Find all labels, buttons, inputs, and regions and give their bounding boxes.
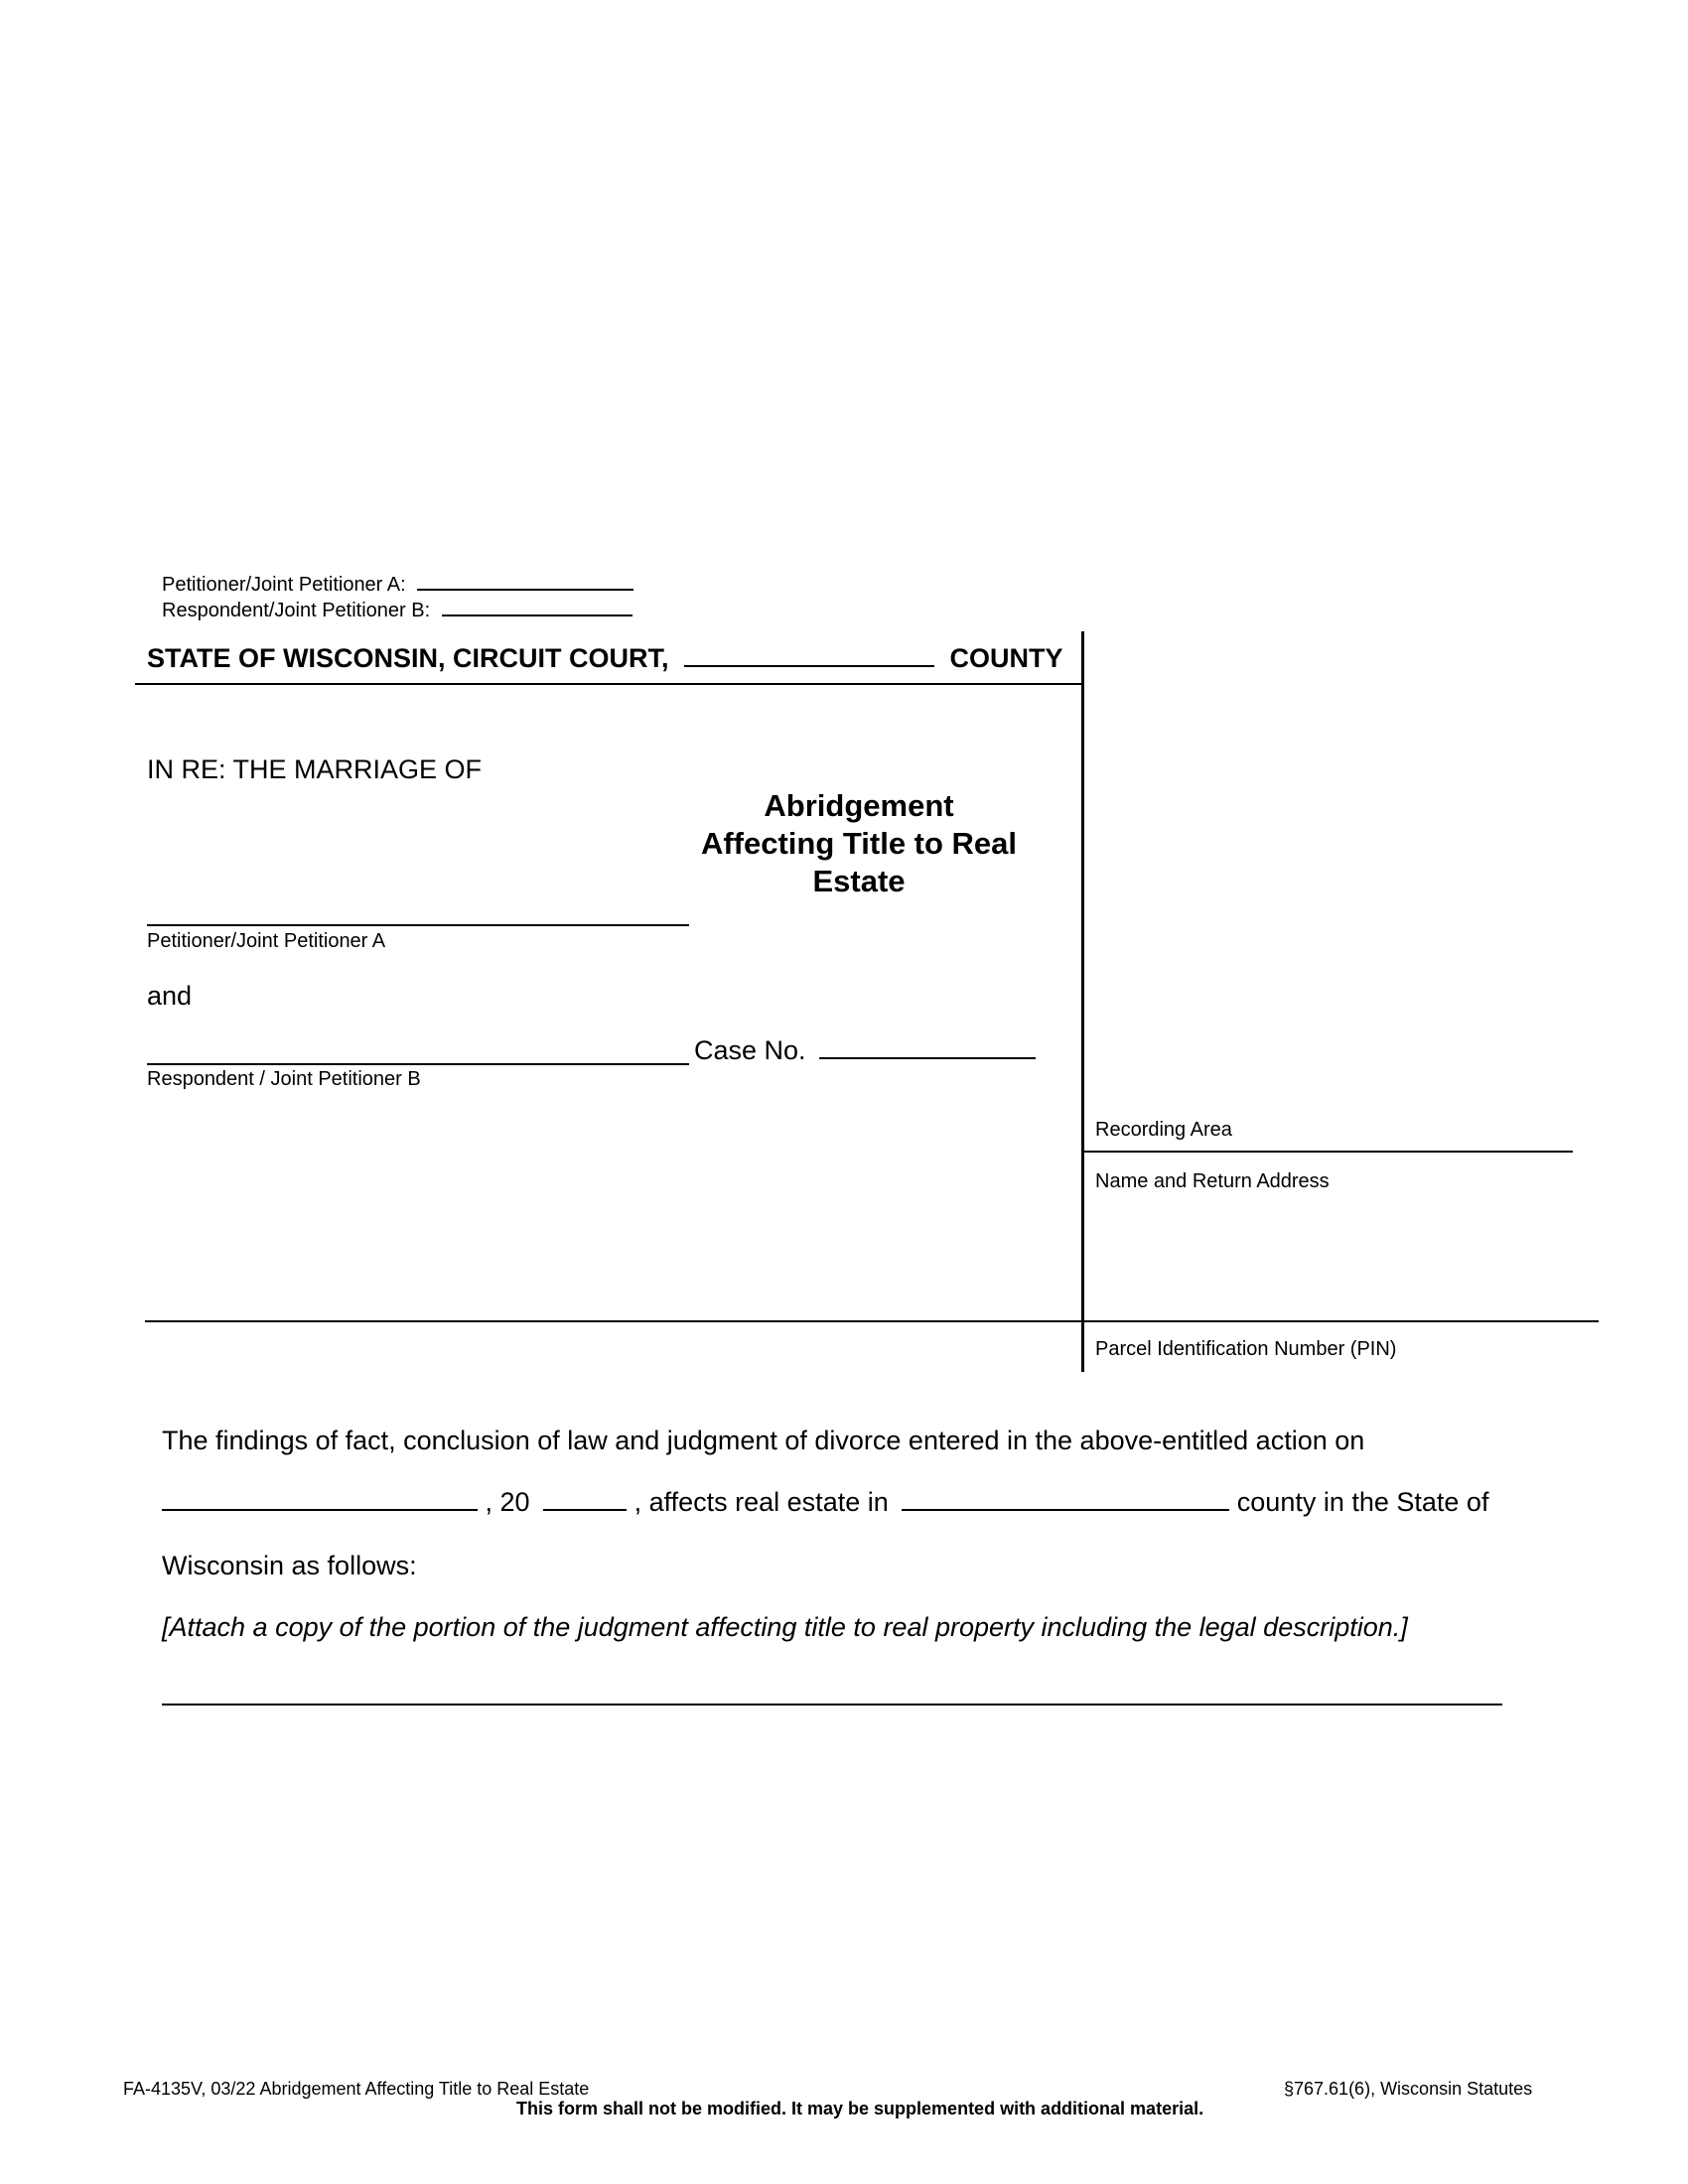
title-line-1: Abridgement [764, 788, 954, 823]
petitioner-label: Petitioner/Joint Petitioner A: [162, 574, 406, 596]
title-line-3: Estate [812, 864, 906, 898]
form-id: FA-4135V, 03/22 Abridgement Affecting Title to Real Estate [123, 2079, 590, 2099]
respondent-label-row [162, 600, 633, 622]
case-no-row [694, 1035, 1036, 1066]
body-date-row [162, 1487, 1488, 1518]
respondent-name-line[interactable] [147, 1063, 689, 1065]
name-return-address-label: Name and Return Address [1095, 1170, 1330, 1192]
court-heading [147, 643, 1063, 674]
vertical-divider [1081, 631, 1084, 1372]
petitioner-caption: Petitioner/Joint Petitioner A [147, 930, 386, 952]
attachment-line[interactable] [162, 1704, 1502, 1706]
statute-reference: §767.61(6), Wisconsin Statutes [1284, 2079, 1533, 2099]
respondent-caption: Respondent / Joint Petitioner B [147, 1068, 421, 1090]
real-estate-county-field[interactable] [902, 1509, 1229, 1511]
comma-20-text: , 20 [485, 1487, 530, 1517]
judgment-date-field[interactable] [162, 1509, 478, 1511]
case-no-field[interactable] [819, 1057, 1036, 1059]
court-suffix: COUNTY [949, 643, 1063, 673]
judgment-year-field[interactable] [543, 1509, 627, 1511]
recording-area-label: Recording Area [1095, 1119, 1232, 1141]
modification-notice: This form shall not be modified. It may be supplemented with additional material. [516, 2099, 1204, 2118]
county-state-text: county in the State of [1236, 1487, 1489, 1517]
court-prefix: STATE OF WISCONSIN, CIRCUIT COURT, [147, 643, 669, 673]
document-title [675, 787, 1043, 900]
caption-bottom-rule [145, 1320, 1599, 1322]
heading-rule [135, 683, 1083, 685]
county-field[interactable] [684, 665, 934, 667]
petitioner-label-row [162, 574, 633, 597]
body-sentence-1: The findings of fact, conclusion of law and judgment of divorce entered in the above-entitled action on [162, 1426, 1365, 1455]
respondent-label: Respondent/Joint Petitioner B: [162, 600, 431, 621]
recording-area-rule [1084, 1151, 1573, 1153]
petitioner-name-field[interactable] [417, 589, 633, 591]
petitioner-name-line[interactable] [147, 924, 689, 926]
case-no-label: Case No. [694, 1035, 806, 1065]
in-re-label: IN RE: THE MARRIAGE OF [147, 754, 483, 784]
wisconsin-text: Wisconsin as follows: [162, 1551, 417, 1580]
pin-label: Parcel Identification Number (PIN) [1095, 1338, 1397, 1360]
title-line-2: Affecting Title to Real [700, 826, 1018, 861]
affects-text: , affects real estate in [633, 1487, 889, 1517]
and-text: and [147, 981, 193, 1011]
respondent-name-field[interactable] [442, 614, 633, 616]
attach-instruction: [Attach a copy of the portion of the judgment affecting title to real property including the legal description.] [162, 1612, 1408, 1642]
